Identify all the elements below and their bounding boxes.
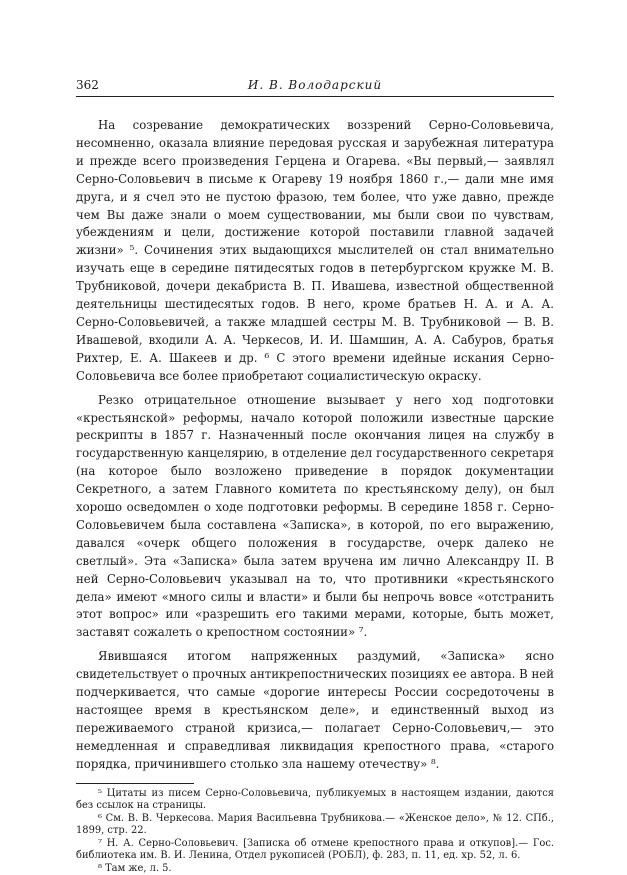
footnotes bbox=[76, 788, 554, 875]
footnote: ⁸ Там же, л. 5. bbox=[98, 862, 172, 874]
footnote-divider bbox=[76, 783, 194, 784]
page-number: 362 bbox=[76, 78, 99, 92]
footnote: ⁷ Н. А. Серно-Соловьевич. [Записка об отмене крепостного права и откупов].— Гос. библиотека им. В. И. Ленина, Отдел рукописей (РОБЛ), ф. 283, п. 11, ед. хр. 52, л. 6. bbox=[76, 837, 554, 862]
footnote: ⁵ Цитаты из писем Серно-Соловьевича, публикуемых в настоящем издании, даются без ссылок на страницы. bbox=[76, 787, 554, 812]
footnote: ⁶ См. В. В. Черкесова. Мария Васильевна Трубникова.— «Женское дело», № 12. СПб., 1899, стр. 22. bbox=[76, 812, 554, 837]
body-text bbox=[76, 117, 554, 774]
running-title: И. В. Володарский bbox=[247, 78, 383, 92]
paragraph: На созревание демократических воззрений Серно-Соловьевича, несомненно, оказала влияние передовая русская и зарубежная литература и прежде всего произведения Герцена и Огарева. «Вы первый,— заявлял Серно-Соловьевич в письме к Огареву 19 ноября 1860 г.,— дали мне имя друга, и я счел это не пустою фразою, тем более, что уже давно, прежде чем Вы даже знали о моем существовании, мы были свои по чувствам, убеждениям и цели, достижение которой поставили главной задачей жизни» ⁵. Сочинения этих выдающихся мыслителей он стал внимательно изучать еще в середине пятидесятых годов в петербургском кружке М. В. Трубниковой, дочери декабриста В. П. Ивашева, известной общественной деятельницы шестидесятых годов. В него, кроме братьев Н. А. и А. А. Серно-Соловьевичей, а также младшей сестры М. В. Трубниковой — В. В. Ивашевой, входили А. А. Черкесов, И. И. Шамшин, А. А. Сабуров, братья Рихтер, Е. А. Шакеев и др. ⁶ С этого времени идейные искания Серно-Соловьевича все более приобретают социалистическую окраску. bbox=[76, 118, 554, 383]
running-header bbox=[76, 76, 554, 97]
paragraph: Явившаяся итогом напряженных раздумий, «Записка» ясно свидетельствует о прочных антикрепостнических позициях ее автора. В ней подчеркивается, что самые «дорогие интересы России сосредоточены в настоящее время в крестьянском деле», и единственный выход из переживаемого страной кризиса,— полагает Серно-Соловьевич,— это немедленная и справедливая ликвидация крепостного права, «старого порядка, причинившего столько зла нашему отечеству» ⁸. bbox=[76, 649, 554, 771]
document-page bbox=[76, 76, 554, 875]
paragraph: Резко отрицательное отношение вызывает у него ход подготовки «крестьянской» реформы, начало которой положили известные царские рескрипты в 1857 г. Назначенный после окончания лицея на службу в государственную канцелярию, в отделение дел государственного секретаря (на которое было возложено приведение в порядок документации Секретного, а затем Главного комитета по крестьянскому делу), он был хорошо осведомлен о ходе подготовки реформы. В середине 1858 г. Серно-Соловьевичем была составлена «Записка», в которой, по его выражению, давался «очерк общего положения в государстве, очерк далеко не светлый». Эта «Записка» была затем вручена им лично Александру II. В ней Серно-Соловьевич указывал на то, что противники «крестьянского дела» имеют «много силы и власти» и были бы непрочь вовсе «отстранить этот вопрос» или «разрешить его такими мерами, которые, быть может, заставят сожалеть о крепостном состоянии» ⁷. bbox=[76, 392, 554, 640]
